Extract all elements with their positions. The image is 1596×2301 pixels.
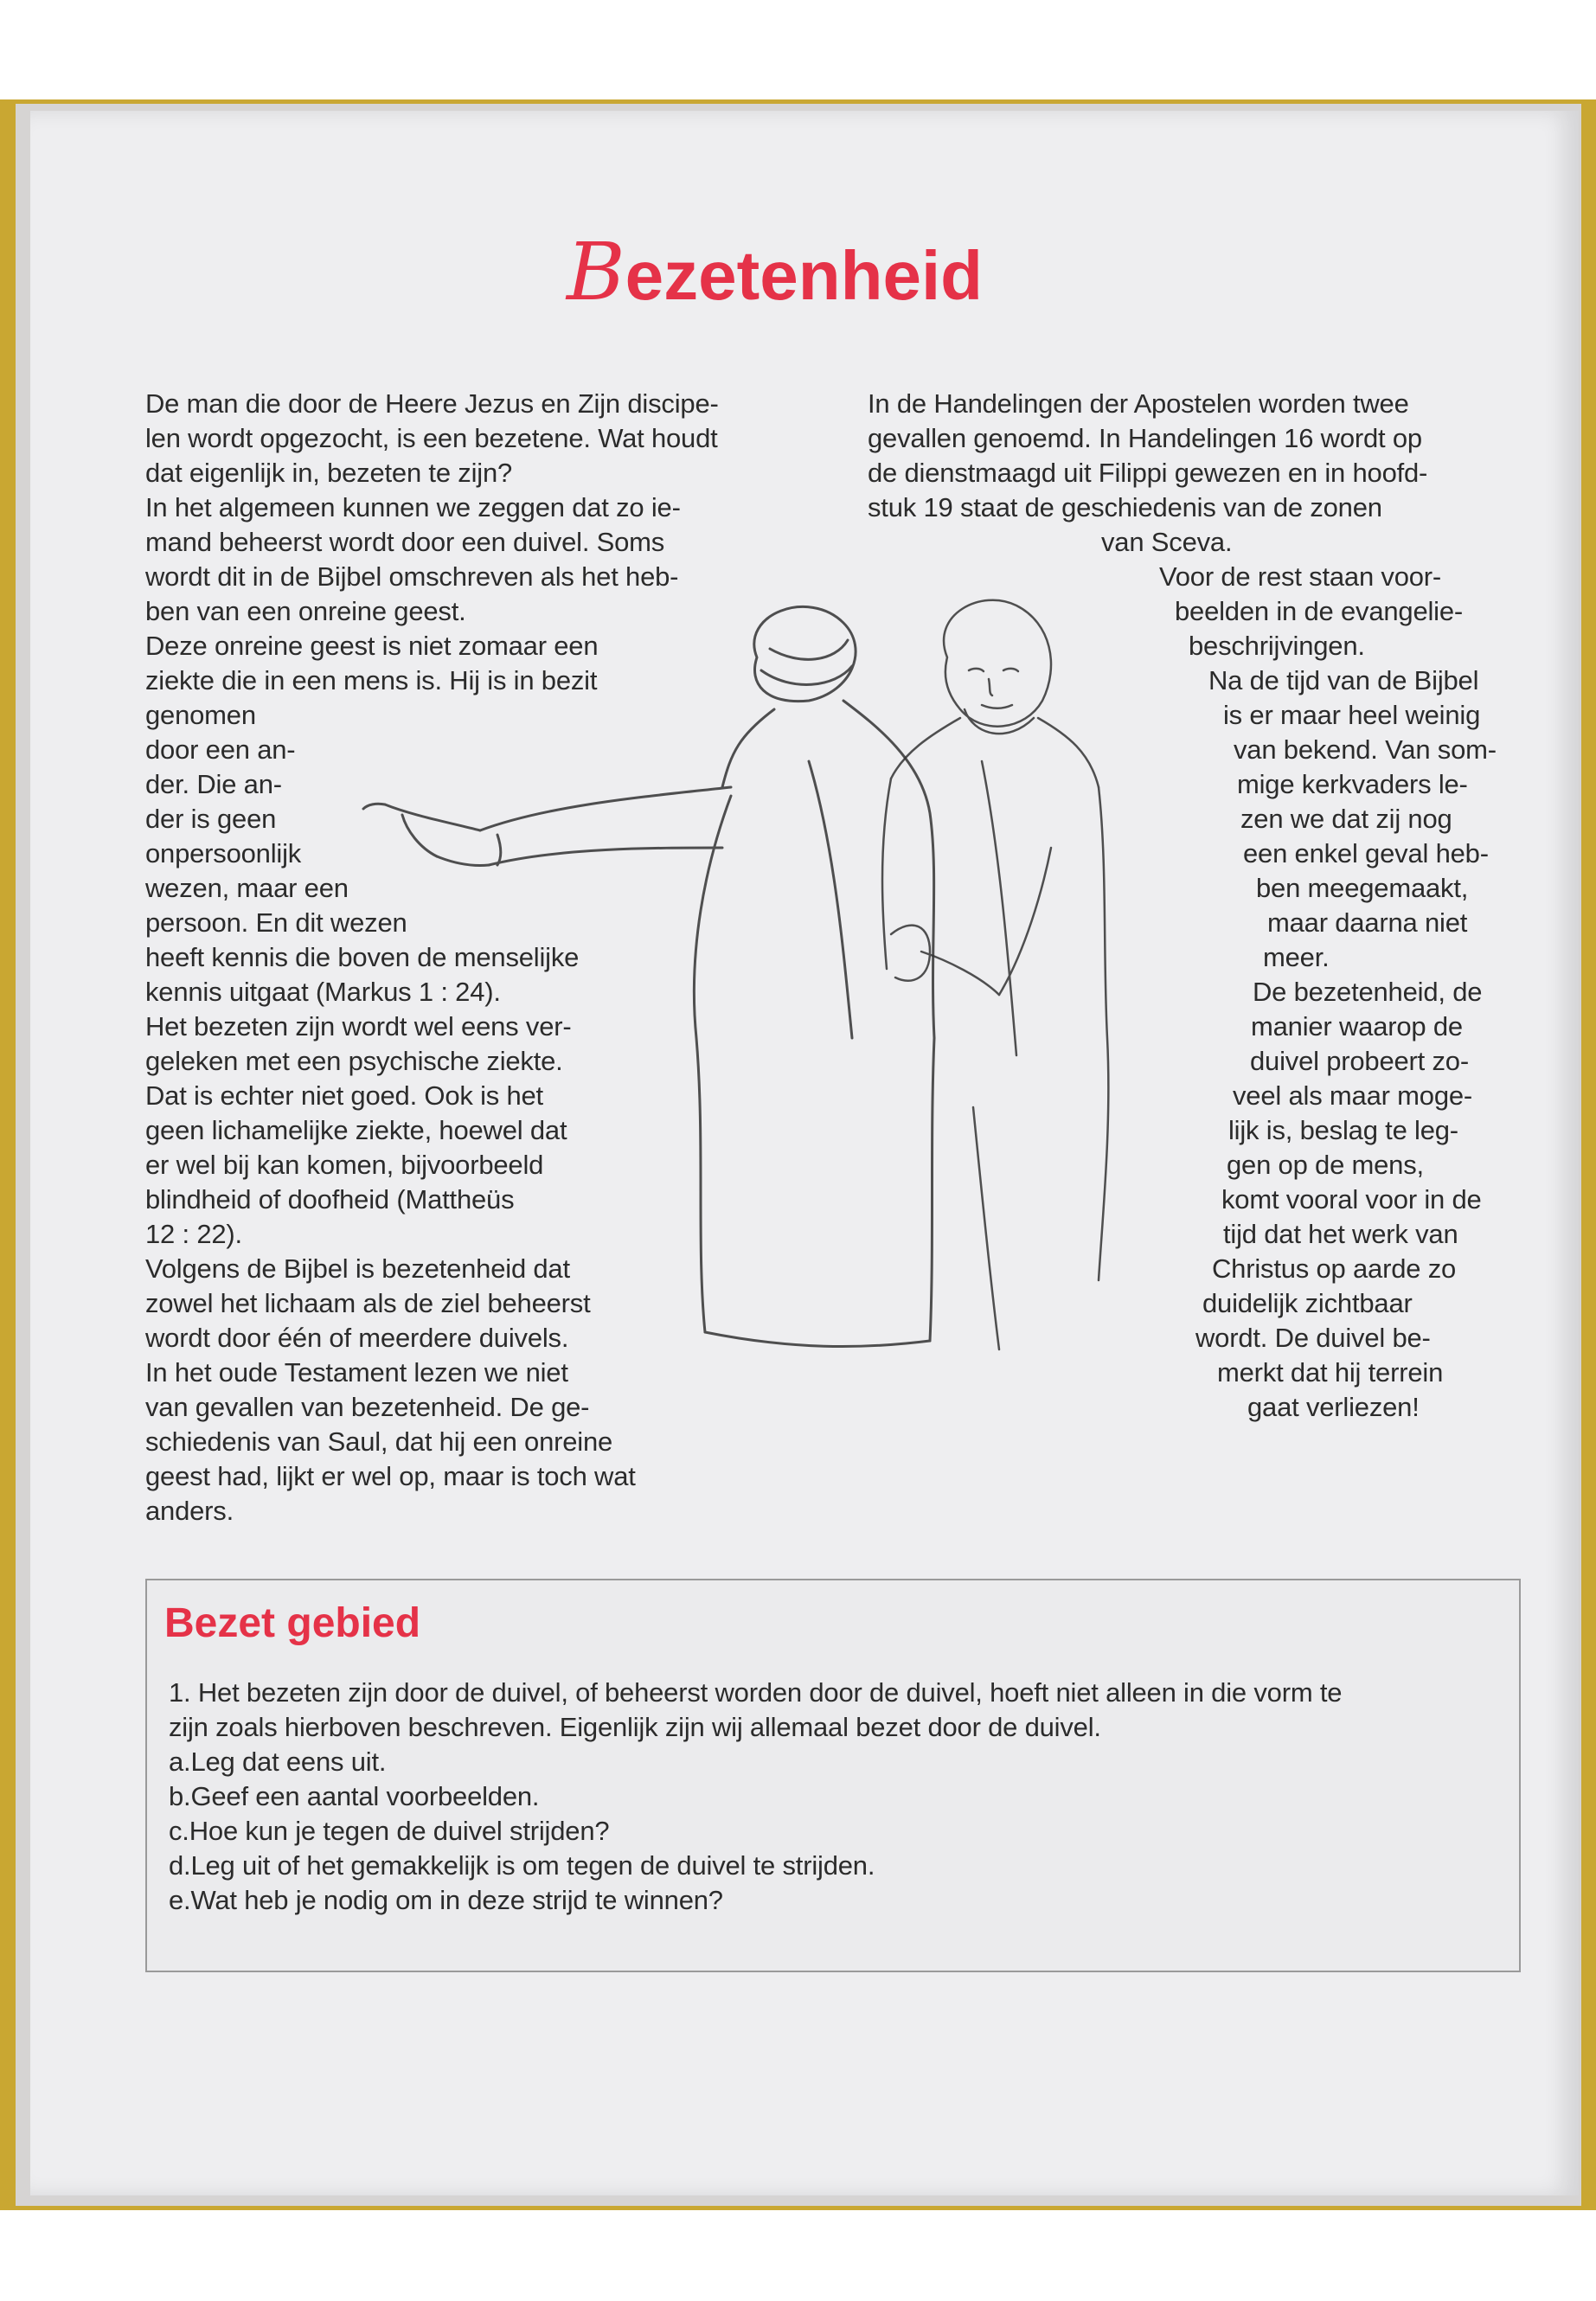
right-column-line: Christus op aarde zo (1212, 1253, 1457, 1284)
question-line: b.Geef een aantal voorbeelden. (169, 1781, 540, 1811)
left-column-line: er wel bij kan komen, bijvoorbeeld (145, 1150, 544, 1180)
left-column-line: 12 : 22). (145, 1219, 242, 1249)
right-column-line: ben meegemaakt, (1256, 873, 1469, 903)
title-rest: ezetenheid (625, 237, 984, 314)
left-column-line: len wordt opgezocht, is een bezetene. Wat houdt (145, 423, 718, 453)
left-column-line: ziekte die in een mens is. Hij is in bezit (145, 665, 598, 695)
right-column-line: tijd dat het werk van (1223, 1219, 1458, 1249)
left-column-line: De man die door de Heere Jezus en Zijn discipe- (145, 388, 719, 419)
left-column-line: kennis uitgaat (Markus 1 : 24). (145, 977, 501, 1007)
question-line: zijn zoals hierboven beschreven. Eigenlijk zijn wij allemaal bezet door de duivel. (169, 1712, 1101, 1742)
right-column-line: is er maar heel weinig (1223, 700, 1481, 730)
right-column-line: lijk is, beslag te leg- (1228, 1115, 1458, 1145)
left-column-line: In het algemeen kunnen we zeggen dat zo ie- (145, 492, 681, 522)
right-column-line: gaat verliezen! (1247, 1392, 1420, 1422)
left-column-line: anders. (145, 1496, 234, 1526)
right-column-line: gen op de mens, (1227, 1150, 1424, 1180)
right-column-line: gevallen genoemd. In Handelingen 16 wordt op (868, 423, 1422, 453)
right-column-line: zen we dat zij nog (1240, 804, 1452, 834)
question-line: c.Hoe kun je tegen de duivel strijden? (169, 1816, 610, 1846)
title-initial: B (567, 226, 625, 318)
right-column-line: Na de tijd van de Bijbel (1208, 665, 1479, 695)
left-column-line: der is geen (145, 804, 277, 834)
left-column-line: van gevallen van bezetenheid. De ge- (145, 1392, 590, 1422)
right-column-line: veel als maar moge- (1233, 1080, 1473, 1111)
left-column-line: geen lichamelijke ziekte, hoewel dat (145, 1115, 567, 1145)
right-column-line: merkt dat hij terrein (1217, 1357, 1444, 1388)
question-line: 1. Het bezeten zijn door de duivel, of beheerst worden door de duivel, hoeft niet alleen in die vorm te (169, 1677, 1343, 1708)
left-column-line: zowel het lichaam als de ziel beheerst (145, 1288, 591, 1318)
right-column-line: stuk 19 staat de geschiedenis van de zonen (868, 492, 1382, 522)
right-column-line: De bezetenheid, de (1253, 977, 1483, 1007)
right-column-line: komt vooral voor in de (1221, 1184, 1482, 1215)
right-column-line: meer. (1263, 942, 1330, 972)
right-column-line: In de Handelingen der Apostelen worden twee (868, 388, 1409, 419)
left-column-line: Volgens de Bijbel is bezetenheid dat (145, 1253, 570, 1284)
right-column-line: duidelijk zichtbaar (1202, 1288, 1413, 1318)
question-box-title: Bezet gebied (164, 1600, 421, 1646)
left-column-line: geleken met een psychische ziekte. (145, 1046, 563, 1076)
question-line: d.Leg uit of het gemakkelijk is om tegen de duivel te strijden. (169, 1850, 875, 1881)
question-line: e.Wat heb je nodig om in deze strijd te winnen? (169, 1885, 723, 1915)
right-column-line: van bekend. Van som- (1234, 734, 1497, 765)
question-box (145, 1579, 1521, 1972)
left-column-line: der. Die an- (145, 769, 282, 799)
question-line: a.Leg dat eens uit. (169, 1747, 387, 1777)
figure-right-jesus (882, 600, 1108, 1349)
left-column-line: wezen, maar een (145, 873, 349, 903)
left-column-line: mand beheerst wordt door een duivel. Soms (145, 527, 665, 557)
right-column-line: van Sceva. (1101, 527, 1233, 557)
right-column-line: wordt. De duivel be- (1195, 1323, 1431, 1353)
right-column-line: mige kerkvaders le- (1237, 769, 1468, 799)
right-column-line: duivel probeert zo- (1250, 1046, 1469, 1076)
left-column-line: ben van een onreine geest. (145, 596, 466, 626)
left-column-line: wordt door één of meerdere duivels. (145, 1323, 569, 1353)
left-column-line: geest had, lijkt er wel op, maar is toch wat (145, 1461, 636, 1491)
right-column-line: beschrijvingen. (1189, 631, 1365, 661)
left-column-line: heeft kennis die boven de menselijke (145, 942, 580, 972)
left-column-line: genomen (145, 700, 256, 730)
page-title (567, 225, 1172, 337)
left-column-line: Dat is echter niet goed. Ook is het (145, 1080, 543, 1111)
left-column-line: door een an- (145, 734, 296, 765)
left-column-line: blindheid of doofheid (Mattheüs (145, 1184, 515, 1215)
left-column-line: wordt dit in de Bijbel omschreven als het heb- (145, 561, 679, 592)
right-column-line: beelden in de evangelie- (1175, 596, 1464, 626)
right-column-line: maar daarna niet (1267, 907, 1468, 938)
right-column-line: manier waarop de (1251, 1011, 1463, 1042)
right-column-line: de dienstmaagd uit Filippi gewezen en in hoofd- (868, 458, 1428, 488)
right-column-line: een enkel geval heb- (1243, 838, 1489, 868)
left-column-line: Het bezeten zijn wordt wel eens ver- (145, 1011, 572, 1042)
left-column-line: persoon. En dit wezen (145, 907, 407, 938)
left-column-line: onpersoonlijk (145, 838, 302, 868)
left-column-line: schiedenis van Saul, dat hij een onreine (145, 1426, 613, 1457)
left-column-line: dat eigenlijk in, bezeten te zijn? (145, 458, 513, 488)
left-column-line: In het oude Testament lezen we niet (145, 1357, 568, 1388)
right-column-line: Voor de rest staan voor- (1159, 561, 1442, 592)
left-column-line: Deze onreine geest is niet zomaar een (145, 631, 599, 661)
